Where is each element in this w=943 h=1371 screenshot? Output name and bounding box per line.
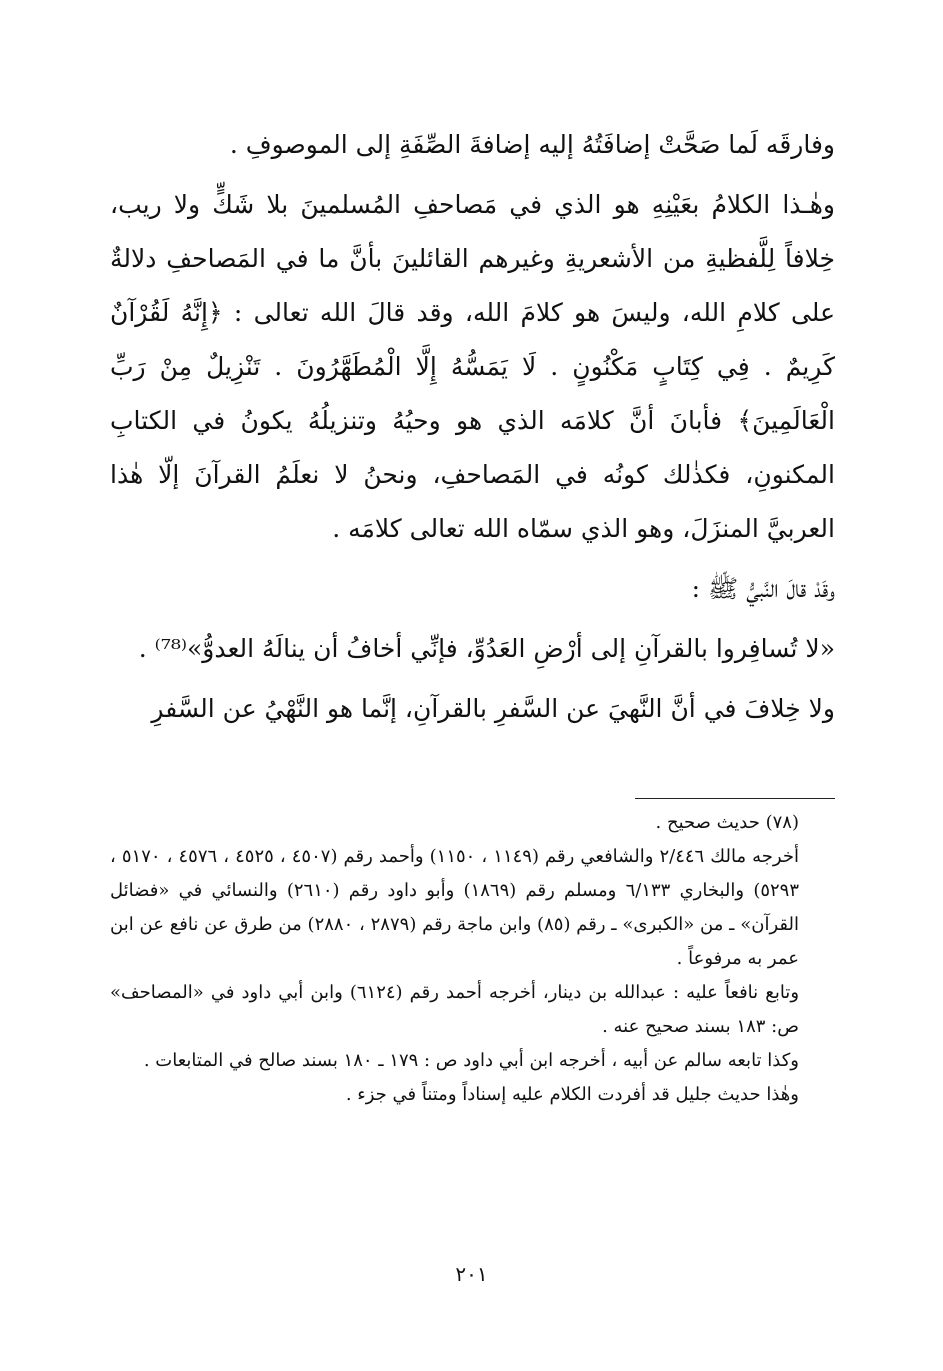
footnote-paragraph: وكذا تابعه سالم عن أبيه ، أخرجه ابن أبي داود ص : ١٧٩ ـ ١٨٠ بسند صالح في المتابعات . xyxy=(143,1050,799,1071)
paragraph-1: وفارقَه لَما صَحَّتْ إضافَتُهُ إليه إضافةَ الصِّفَةِ إلى الموصوفِ . xyxy=(229,130,835,159)
paragraph-3: وقَدْ قالَ النَّبيُّ ﷺ : xyxy=(691,574,835,603)
footnote-paragraph: وهٰذا حديث جليل قد أفردت الكلام عليه إسناداً ومتناً في جزء . xyxy=(345,1084,799,1105)
page-number: ٢٠١ xyxy=(455,1262,488,1286)
footnote-heading: (٧٨) حديث صحيح . xyxy=(655,812,799,833)
footnote-divider xyxy=(635,798,835,799)
main-text xyxy=(110,118,835,736)
footnote-paragraph: أخرجه مالك ٢/٤٤٦ والشافعي رقم (١١٤٩ ، ١١٥٠) وأحمد رقم (٤٥٠٧ ، ٤٥٢٥ ، ٤٥٧٦ ، ٥١٧٠ ، ٥٢٩٣) والبخاري ٦/١٣٣ ومسلم رقم (١٨٦٩) وأبو داود رقم (٢٦١٠) والنسائي في «فضائل القرآن» ـ من «الكبرى» ـ رقم (٨٥) وابن ماجة رقم (٢٨٧٩ ، ٢٨٨٠) من طرق عن نافع عن ابن عمر به مرفوعاً . xyxy=(110,846,800,969)
hadith-quote: «لا تُسافِروا بالقرآنِ إلى أرْضِ العَدُوِّ، فإنِّي أخافُ أن ينالَهُ العدوُّ»⁽⁷⁸⁾ . xyxy=(138,634,835,663)
paragraph-5: ولا خِلافَ في أنَّ النَّهيَ عن السَّفرِ بالقرآنِ، إنَّما هو النَّهْيُ عن السَّفرِ xyxy=(151,694,835,723)
footnotes xyxy=(110,806,835,1112)
paragraph-2: وهٰـذا الكلامُ بعَيْنِهِ هو الذي في مَصاحفِ المُسلمينَ بلا شَكٍّ ولا ريب، خِلافاً لِلَّفظيةِ من الأشعريةِ وغيرهم القائلينَ بأنَّ ما في المَصاحفِ دلالةٌ على كلامِ الله، وليسَ هو كلامَ الله، وقد قالَ الله تعالى : ﴿إِنَّهُ لَقُرْآنٌ كَرِيمٌ . فِي كِتَابٍ مَكْنُونٍ . لَا يَمَسُّهُ إِلَّا الْمُطَهَّرُونَ . تَنْزِيلٌ مِنْ رَبِّ الْعَالَمِينَ﴾ فأبانَ أنَّ كلامَه الذي هو وحيُهُ وتنزيلُهُ يكونُ في الكتابِ المكنونِ، فكذٰلك كونُه في المَصاحفِ، ونحنُ لا نعلَمُ القرآنَ إلّا هٰذا العربيَّ المنزَلَ، وهو الذي سمّاه الله تعالى كلامَه . xyxy=(110,190,835,543)
footnote-paragraph: وتابع نافعاً عليه : عبدالله بن دينار، أخرجه أحمد رقم (٦١٢٤) وابن أبي داود في «المصاحف» ص: ١٨٣ بسند صحيح عنه . xyxy=(110,982,800,1037)
